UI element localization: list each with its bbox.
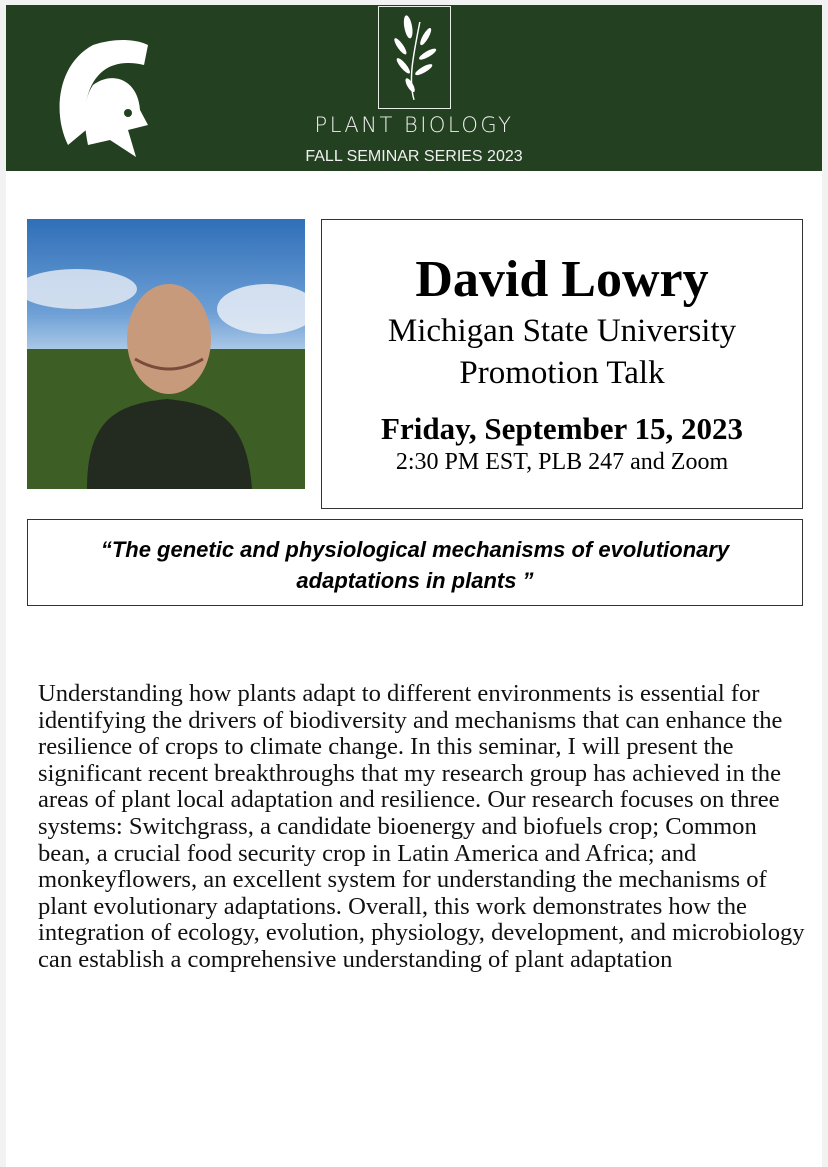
talk-time-location: 2:30 PM EST, PLB 247 and Zoom <box>395 449 729 475</box>
talk-title-box <box>27 519 803 606</box>
speaker-institution: Michigan State University <box>387 313 737 349</box>
speaker-photo <box>27 219 305 489</box>
talk-date: Friday, September 15, 2023 <box>381 411 743 446</box>
talk-title: “The genetic and physiological mechanisms of evolutionary adaptations in plants ” <box>100 537 730 593</box>
spartan-helmet-logo-icon <box>48 35 158 160</box>
abstract-text: Understanding how plants adapt to different environments is essential for identifying the drivers of biodiversity and mechanisms that can enhance the resilience of crops to climate change. In this seminar, I will present the significant recent breakthroughs that my research group has achieved in the areas of plant local adaptation and resilience. Our research focuses on three systems: Switchgrass, a candidate bioenergy and biofuels crop; Common bean, a crucial food security crop in Latin America and Africa; and monkeyflowers, an excellent system for understanding the mechanisms of plant evolutionary adaptations. Overall, this work demonstrates how the integration of ecology, evolution, physiology, development, and microbiology can establish a comprehensive understanding of plant adaptation <box>38 680 805 973</box>
talk-type: Promotion Talk <box>459 355 665 391</box>
speaker-info-box <box>321 219 803 509</box>
leaf-emblem-icon <box>378 6 451 109</box>
header-title: PLANT BIOLOGY <box>314 113 514 137</box>
header-subtitle: FALL SEMINAR SERIES 2023 <box>305 148 523 165</box>
speaker-name: David Lowry <box>415 251 709 308</box>
